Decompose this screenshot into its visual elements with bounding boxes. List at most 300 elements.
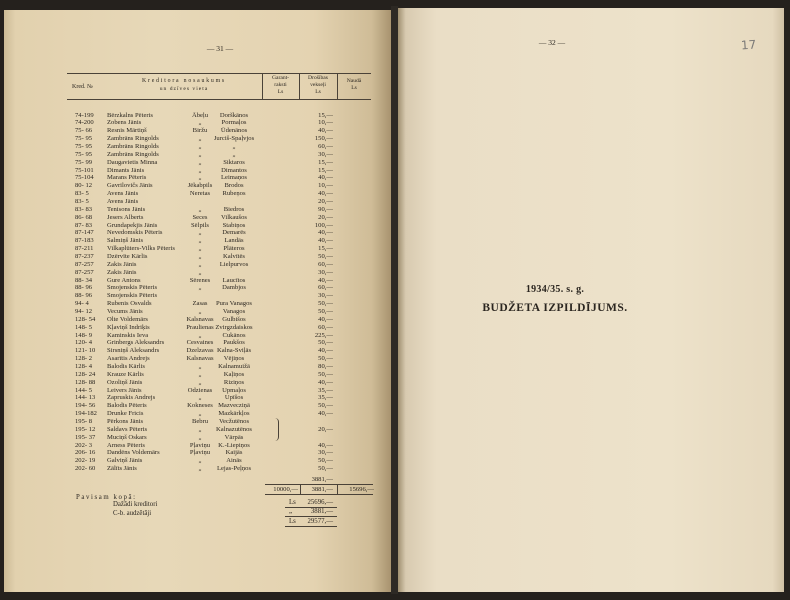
place-cell: Kaijās: [225, 449, 243, 457]
total-guarantee: 10000,—: [273, 486, 298, 493]
table-row: [4, 363, 391, 371]
table-row: [4, 339, 391, 347]
parish-cell: Seces: [192, 213, 208, 221]
parish-cell: „: [198, 331, 202, 339]
table-row: [4, 465, 391, 473]
table-row: [4, 245, 391, 253]
kred-no-cell: 202- 19: [75, 457, 96, 465]
creditor-name-cell: Krauze Kārlis: [107, 370, 144, 378]
place-cell: Gulbišos: [222, 315, 246, 323]
kred-no-cell: 87- 83: [75, 221, 93, 229]
bills-amount-cell: 50,—: [318, 339, 333, 347]
kred-no-cell: 75-101: [75, 166, 94, 174]
bills-amount-cell: 30,—: [318, 268, 333, 276]
kred-no-cell: 194-182: [75, 410, 97, 418]
header-creditor-sub: un dzīves vieta: [159, 86, 209, 92]
place-cell: „: [232, 150, 236, 158]
parish-cell: Kalsnavas: [186, 355, 214, 363]
place-cell: Kalnazutēnos: [216, 425, 252, 433]
creditor-name-cell: Saldavs Pēteris: [107, 425, 148, 433]
kred-no-cell: 74-199: [75, 111, 94, 119]
parish-cell: „: [198, 135, 202, 143]
place-cell: Pormaļos: [221, 119, 247, 127]
parish-cell: „: [198, 237, 202, 245]
kred-no-cell: 120- 4: [75, 339, 93, 347]
bills-amount-cell: 40,—: [318, 174, 333, 182]
bills-amount-cell: 20,—: [318, 197, 333, 205]
row-group-bracket: [274, 418, 279, 441]
bills-amount-cell: 40,—: [318, 276, 333, 284]
creditor-name-cell: Avens Jānis: [107, 197, 139, 205]
kred-no-cell: 75-104: [75, 174, 94, 182]
kred-no-cell: 195- 37: [75, 433, 96, 441]
creditor-name-cell: Smojenskis Pēteris: [107, 292, 158, 300]
parish-cell: Pļaviņu: [189, 441, 211, 449]
bills-amount-cell: 60,—: [318, 284, 333, 292]
bills-amount-cell: 30,—: [318, 449, 333, 457]
kred-no-cell: 75- 95: [75, 150, 93, 158]
grand-total-currency: Ls: [289, 518, 296, 525]
creditor-name-cell: Dimants Jānis: [107, 166, 145, 174]
creditor-name-cell: Daugavietis Minna: [107, 158, 158, 166]
header-guarantee-line: Garant-: [271, 75, 290, 81]
parish-cell: „: [198, 166, 202, 174]
table-row: [4, 394, 391, 402]
bills-amount-cell: 35,—: [318, 394, 333, 402]
creditor-name-cell: Zambrāns Ringolds: [107, 135, 159, 143]
table-row: [4, 151, 391, 159]
parish-cell: „: [198, 370, 202, 378]
table-row: [4, 253, 391, 261]
table-row: [4, 229, 391, 237]
parish-cell: „: [198, 394, 202, 402]
table-row: [4, 316, 391, 324]
bills-amount-cell: 50,—: [318, 465, 333, 473]
kred-no-cell: 74-200: [75, 119, 94, 127]
kred-no-cell: 88- 34: [75, 276, 93, 284]
summary-line-label: Dažādi kreditori: [113, 501, 158, 508]
bills-amount-cell: 60,—: [318, 323, 333, 331]
kred-no-cell: 202- 3: [75, 441, 93, 449]
summary-line-currency: „: [289, 508, 293, 515]
place-cell: Vējiņos: [223, 355, 245, 363]
creditor-name-cell: Muciņš Oskars: [107, 433, 147, 441]
parish-cell: Praulienas: [186, 323, 214, 331]
table-row: [4, 261, 391, 269]
table-row: [4, 308, 391, 316]
creditor-name-cell: Resnis Mārtiņš: [107, 127, 147, 135]
table-row: [4, 442, 391, 450]
kred-no-cell: 80- 12: [75, 182, 93, 190]
kred-no-cell: 87-183: [75, 237, 94, 245]
parish-cell: Biržu: [192, 127, 208, 135]
parish-cell: „: [198, 174, 202, 182]
place-cell: „: [232, 142, 236, 150]
place-cell: Vecžutēnos: [218, 418, 250, 426]
creditor-name-cell: Tenisons Jānis: [107, 205, 146, 213]
bills-amount-cell: 20,—: [318, 213, 333, 221]
creditor-name-cell: Jesers Alberts: [107, 213, 144, 221]
bills-amount-cell: 50,—: [318, 355, 333, 363]
creditor-name-cell: Dzērvīte Kārlis: [107, 252, 148, 260]
summary-line-amount: 3881,—: [310, 508, 333, 515]
kred-no-cell: 87-257: [75, 268, 94, 276]
bills-amount-cell: 60,—: [318, 142, 333, 150]
parish-cell: „: [198, 433, 202, 441]
summary-line-currency: Ls: [289, 499, 296, 506]
creditor-name-cell: Zakis Jānis: [107, 268, 137, 276]
creditor-name-cell: Pērkons Jānis: [107, 418, 144, 426]
table-row: [4, 190, 391, 198]
kred-no-cell: 75- 95: [75, 142, 93, 150]
summary-rule: [285, 516, 337, 517]
creditor-name-cell: Smojenskis Pēteris: [107, 284, 158, 292]
creditor-name-cell: Kļaviņš Indriķis: [107, 323, 150, 331]
creditor-name-cell: Drunke Fricis: [107, 410, 144, 418]
bills-amount-cell: 50,—: [318, 252, 333, 260]
parish-cell: „: [198, 150, 202, 158]
creditor-name-cell: Zobens Jānis: [107, 119, 142, 127]
kred-no-cell: 121- 10: [75, 347, 96, 355]
parish-cell: „: [198, 268, 202, 276]
table-row: [4, 292, 391, 300]
table-row: [4, 402, 391, 410]
table-row: [4, 135, 391, 143]
kred-no-cell: 195- 8: [75, 418, 93, 426]
bills-amount-cell: 90,—: [318, 205, 333, 213]
creditor-name-cell: Leivers Jānis: [107, 386, 142, 394]
header-kred-no: Kred. №: [72, 84, 93, 90]
creditor-name-cell: Gavrilovičs Jānis: [107, 182, 153, 190]
kred-no-cell: 94- 12: [75, 308, 93, 315]
header-guarantee-line: Ls: [277, 89, 284, 95]
bills-amount-cell: 40,—: [318, 229, 333, 237]
book-gutter: [391, 6, 398, 594]
creditor-name-cell: Galviņš Jānis: [107, 457, 143, 465]
creditor-name-cell: Zapruskis Andrejs: [107, 394, 156, 402]
place-cell: Ūdenānos: [220, 127, 248, 135]
table-row: [4, 418, 391, 426]
bills-amount-cell: 50,—: [318, 300, 333, 308]
parish-cell: Dzelzavas: [186, 347, 214, 355]
place-cell: Plāteros: [223, 245, 245, 253]
parish-cell: „: [198, 410, 202, 418]
header-cash-line: Naudā: [346, 78, 362, 84]
kred-no-cell: 206- 16: [75, 449, 96, 457]
bills-amount-cell: 40,—: [318, 127, 333, 135]
parish-cell: Ābeļu: [191, 111, 209, 119]
place-cell: Siktaros: [223, 158, 245, 166]
kred-no-cell: 75- 99: [75, 158, 93, 166]
place-cell: Kalna-Sviļās: [216, 347, 252, 355]
place-cell: Demarēs: [222, 229, 246, 237]
kred-no-cell: 94- 4: [75, 300, 89, 308]
creditor-name-cell: Asarītis Andrejs: [107, 355, 150, 363]
header-guarantee-line: raksti: [274, 82, 287, 88]
bills-amount-cell: 20,—: [318, 425, 333, 433]
table-row: [4, 426, 391, 434]
header-bills-line: Drošības: [308, 75, 328, 81]
parish-cell: Neretas: [189, 190, 211, 198]
bills-amount-cell: 15,—: [318, 245, 333, 253]
parish-cell: Cesvaines: [186, 339, 214, 347]
kred-no-cell: 144- 13: [75, 394, 96, 402]
creditor-name-cell: Grundapekjis Jānis: [107, 221, 158, 229]
kred-no-cell: 87-257: [75, 260, 94, 268]
pencil-page-mark: 17: [740, 37, 757, 53]
kred-no-cell: 88- 96: [75, 284, 93, 292]
parish-cell: Pļaviņu: [189, 449, 211, 457]
table-row: [4, 457, 391, 465]
table-row: [4, 237, 391, 245]
parish-cell: „: [198, 465, 202, 473]
creditor-name-cell: Avens Jānis: [107, 190, 139, 198]
summary-label: Pavisam kopā:: [76, 494, 137, 501]
bills-amount-cell: 40,—: [318, 441, 333, 449]
parish-cell: „: [198, 142, 202, 150]
parish-cell: „: [198, 205, 202, 213]
kred-no-cell: 144- 5: [75, 386, 93, 394]
parish-cell: Bebru: [191, 418, 209, 426]
table-row: [4, 379, 391, 387]
header-creditor: Kreditora nosaukums: [142, 78, 226, 84]
table-row: [4, 277, 391, 285]
parish-cell: „: [198, 252, 202, 260]
kred-no-cell: 75- 95: [75, 135, 93, 143]
kred-no-cell: 87-147: [75, 229, 94, 237]
parish-cell: Zasas: [192, 300, 208, 308]
table-row: [4, 159, 391, 167]
place-cell: Kalvītēs: [223, 252, 245, 260]
place-cell: Ainās: [226, 457, 242, 465]
bills-amount-cell: 50,—: [318, 457, 333, 465]
parish-cell: Odzienas: [187, 386, 213, 394]
bills-amount-cell: 50,—: [318, 402, 333, 410]
creditor-name-cell: Vilkaplūters-Vilks Pēteris: [107, 245, 175, 253]
table-row: [4, 355, 391, 363]
kred-no-cell: 148- 5: [75, 323, 93, 331]
page-number: — 31 —: [206, 44, 234, 53]
bills-amount-cell: 15,—: [318, 111, 333, 119]
table-row: [4, 347, 391, 355]
place-cell: Kalnamuižā: [218, 363, 250, 371]
left-page: [4, 10, 391, 592]
place-cell: Paukšos: [223, 339, 245, 347]
parish-cell: Kalsnavas: [186, 315, 214, 323]
place-cell: Dimantos: [221, 166, 247, 174]
parish-cell: „: [198, 245, 202, 253]
creditor-name-cell: Marans Pēteris: [107, 174, 147, 182]
kred-no-cell: 87-211: [75, 245, 94, 253]
creditor-name-cell: Sirsniņš Aleksandrs: [107, 347, 160, 355]
creditor-name-cell: Balodis Pēteris: [107, 402, 147, 410]
kred-no-cell: 194- 56: [75, 402, 96, 410]
summary-rule: [285, 526, 337, 527]
bills-amount-cell: 150,—: [314, 135, 333, 143]
summary-line-label: C-b. audzētāji: [113, 510, 152, 517]
bills-amount-cell: 60,—: [318, 260, 333, 268]
place-cell: Laucītos: [222, 276, 246, 284]
kred-no-cell: 83- 83: [75, 205, 93, 213]
section-title: BUDŽETA IZPILDĪJUMS.: [482, 302, 628, 314]
bills-amount-cell: 10,—: [318, 119, 333, 127]
header-cash-line: Ls: [351, 85, 357, 91]
kred-no-cell: 202- 60: [75, 465, 96, 473]
place-cell: Rubeņos: [222, 190, 246, 198]
kred-no-cell: 86- 68: [75, 213, 93, 221]
bills-amount-cell: 30,—: [318, 150, 333, 158]
kred-no-cell: 88- 96: [75, 292, 93, 300]
creditor-name-cell: Gure Antons: [107, 276, 141, 284]
fiscal-year: 1934/35. s. g.: [525, 284, 585, 295]
parish-cell: Sērenes: [189, 276, 211, 284]
creditor-name-cell: Ozoliņš Jānis: [107, 378, 143, 386]
bills-amount-cell: 40,—: [318, 237, 333, 245]
right-page: [398, 8, 784, 592]
bills-amount-cell: 30,—: [318, 292, 333, 300]
parish-cell: „: [198, 158, 202, 166]
parish-cell: „: [198, 425, 202, 433]
place-cell: Biedros: [223, 205, 245, 213]
creditor-name-cell: Kaminskis Ieva: [107, 331, 149, 339]
place-cell: Kaļiņos: [223, 370, 245, 378]
creditor-name-cell: Zambrāns Ringolds: [107, 150, 159, 158]
bills-amount-cell: 225,—: [314, 331, 333, 339]
table-row: [4, 214, 391, 222]
creditor-name-cell: Salmiņš Jānis: [107, 237, 144, 245]
place-cell: Pura Vanagos: [216, 300, 252, 308]
creditor-name-cell: Rubenis Osvalds: [107, 300, 152, 308]
table-row: [4, 167, 391, 175]
place-cell: Vanagos: [222, 308, 246, 315]
parish-cell: „: [198, 119, 202, 127]
table-row: [4, 269, 391, 277]
bills-amount-cell: 50,—: [318, 370, 333, 378]
place-cell: Leimaņos: [220, 174, 247, 182]
place-cell: Jurciš-Spaļvjos: [213, 135, 255, 143]
bills-amount-cell: 10,—: [318, 182, 333, 190]
totals-bottom-rule: [265, 494, 373, 495]
place-cell: K.-Liepiņos: [218, 441, 250, 449]
table-row: [4, 143, 391, 151]
bills-amount-cell: 40,—: [318, 347, 333, 355]
bills-amount-cell: 40,—: [318, 190, 333, 198]
place-cell: Upīšos: [224, 394, 244, 402]
parish-cell: „: [198, 457, 202, 465]
table-row: [4, 300, 391, 308]
place-cell: Cukānos: [222, 331, 246, 339]
creditor-name-cell: Zambrāns Ringolds: [107, 142, 159, 150]
table-row: [4, 387, 391, 395]
parish-cell: Kokneses: [187, 402, 213, 410]
creditor-name-cell: Zakis Jānis: [107, 260, 137, 268]
creditor-name-cell: Balodis Kārlis: [107, 363, 145, 371]
creditor-name-cell: Dandēns Voldemārs: [107, 449, 160, 457]
table-row: [4, 112, 391, 120]
parish-cell: „: [198, 308, 202, 315]
header-bills-line: vekseļi: [310, 82, 326, 88]
kred-no-cell: 195- 12: [75, 425, 96, 433]
bills-amount-cell: 40,—: [318, 315, 333, 323]
creditor-name-cell: Arness Pēteris: [107, 441, 145, 449]
parish-cell: „: [198, 229, 202, 237]
bills-amount-cell: 100,—: [314, 221, 333, 229]
table-row: [4, 127, 391, 135]
table-row: [4, 284, 391, 292]
parish-cell: „: [198, 363, 202, 371]
place-cell: Lejas-Peļņos: [216, 465, 252, 473]
creditor-name-cell: Olte Voldemārs: [107, 315, 148, 323]
place-cell: Mazvecziņā: [218, 402, 250, 410]
table-row: [4, 206, 391, 214]
total-bills: 3881,—: [311, 486, 333, 493]
table-row: [4, 222, 391, 230]
table-row: [4, 410, 391, 418]
bills-amount-cell: 15,—: [318, 166, 333, 174]
table-row: [4, 174, 391, 182]
bills-amount-cell: 40,—: [318, 378, 333, 386]
page-number: — 32 —: [538, 38, 566, 47]
subtotal-bills: 3881,—: [311, 476, 333, 483]
kred-no-cell: 87-237: [75, 252, 94, 260]
table-row: [4, 324, 391, 332]
creditor-name-cell: Bērzkalns Pēteris: [107, 111, 153, 119]
place-cell: Zvirgzdaiskos: [215, 323, 253, 331]
creditor-name-cell: Vecums Jānis: [107, 308, 143, 315]
header-bills-line: Ls: [315, 89, 321, 95]
place-cell: Dambjos: [222, 284, 246, 292]
creditor-name-cell: Zālīts Jānis: [107, 465, 137, 473]
total-cash: 15696,—: [349, 486, 374, 493]
parish-cell: „: [198, 260, 202, 268]
place-cell: Landās: [224, 237, 244, 245]
grand-total-amount: 29577,—: [307, 518, 333, 525]
bills-amount-cell: 50,—: [318, 308, 333, 315]
bills-amount-cell: 15,—: [318, 158, 333, 166]
kred-no-cell: 128- 2: [75, 355, 93, 363]
place-cell: Vilkaušos: [221, 213, 247, 221]
parish-cell: „: [198, 378, 202, 386]
place-cell: Upmaļos: [222, 386, 246, 394]
parish-cell: „: [198, 284, 202, 292]
kred-no-cell: 75- 66: [75, 127, 93, 135]
kred-no-cell: 128- 4: [75, 363, 93, 371]
place-cell: Riziņos: [223, 378, 245, 386]
summary-line-amount: 25696,—: [307, 499, 333, 506]
place-cell: Dorškānos: [219, 111, 249, 119]
kred-no-cell: 148- 9: [75, 331, 93, 339]
table-row: [4, 198, 391, 206]
bills-amount-cell: 40,—: [318, 410, 333, 418]
creditor-name-cell: Grinbergs Aleksandrs: [107, 339, 165, 347]
place-cell: Stabiņos: [222, 221, 246, 229]
place-cell: Mazkārkļos: [218, 410, 250, 418]
table-row: [4, 119, 391, 127]
table-row: [4, 182, 391, 190]
table-row: [4, 332, 391, 340]
place-cell: Lielpurvos: [219, 260, 249, 268]
kred-no-cell: 83- 5: [75, 197, 89, 205]
kred-no-cell: 128- 24: [75, 370, 96, 378]
totals-top-rule: [265, 484, 373, 485]
place-cell: Brodos: [224, 182, 244, 190]
place-cell: Vārpās: [224, 433, 244, 441]
parish-cell: Sēlpils: [191, 221, 209, 229]
kred-no-cell: 128- 54: [75, 315, 96, 323]
kred-no-cell: 128- 88: [75, 378, 96, 386]
bills-amount-cell: 80,—: [318, 363, 333, 371]
table-row: [4, 371, 391, 379]
